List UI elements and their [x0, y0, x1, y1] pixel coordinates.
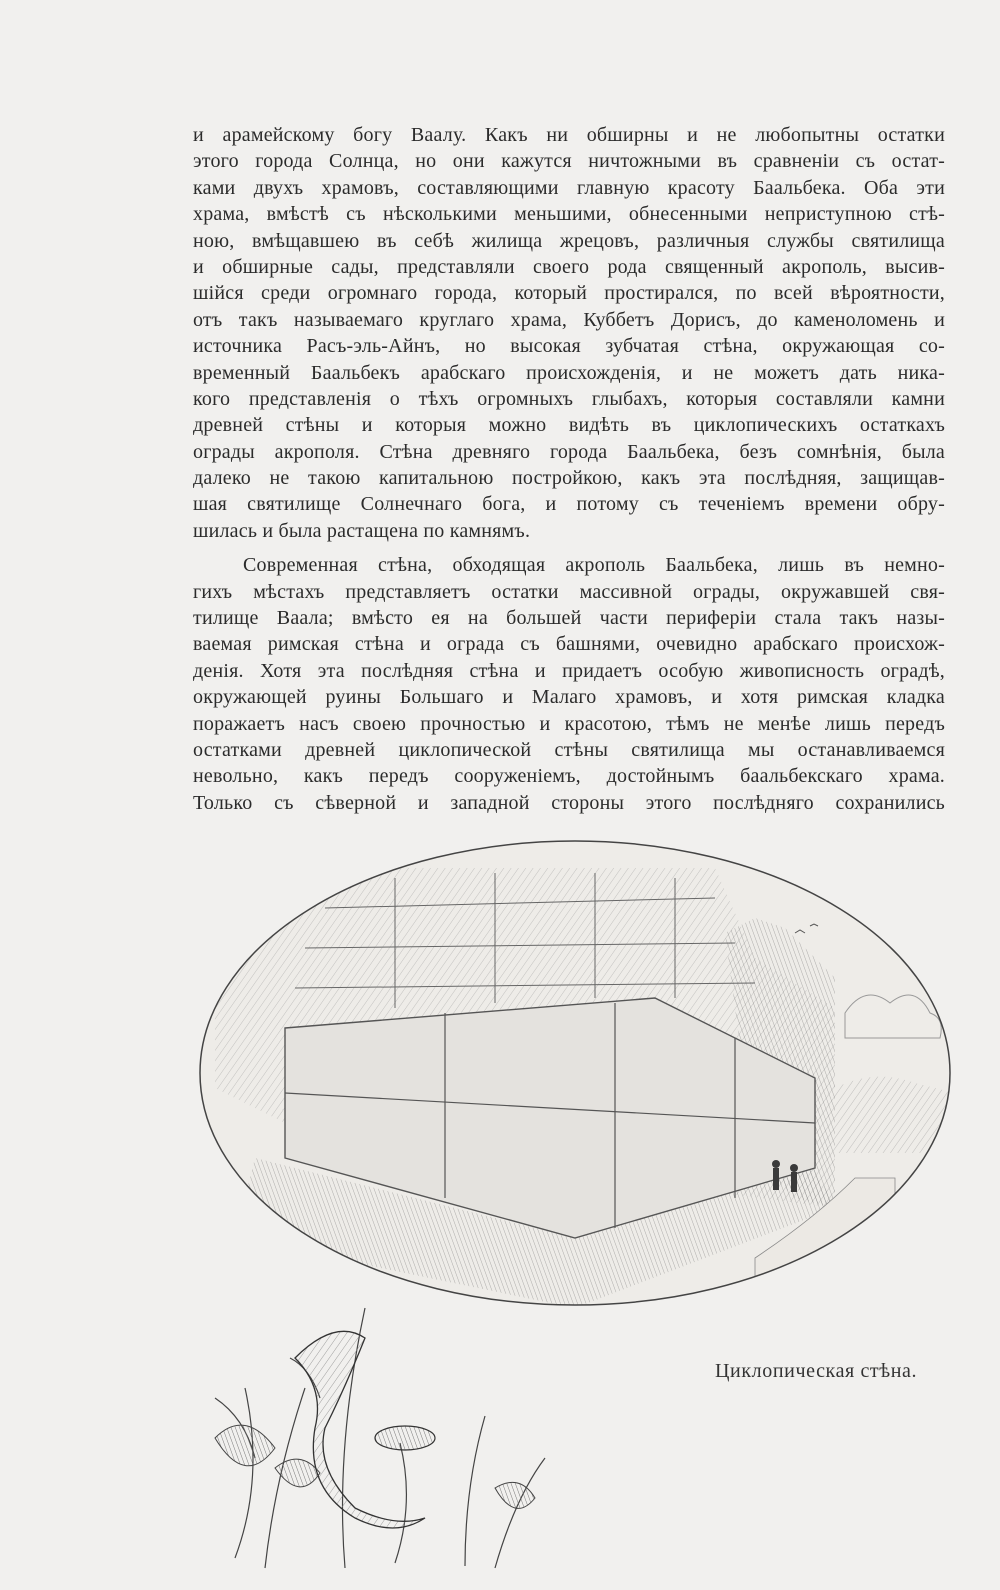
text-line: источника Расъ-эль-Айнъ, но высокая зубчатая стѣна, окружающая со- — [193, 335, 945, 358]
text-line: древней стѣны и которыя можно видѣть въ циклопическихъ остаткахъ — [193, 414, 945, 437]
text-line: тилище Ваала; вмѣсто ея на большей части периферіи стала такъ назы- — [193, 607, 945, 630]
text-line: Только съ сѣверной и западной стороны этого послѣдняго сохранились — [193, 791, 945, 814]
text-line: Современная стѣна, обходящая акрополь Баальбека, лишь въ немно- — [243, 554, 945, 577]
text-line: далеко не такою капитальною постройкою, какъ эта послѣдняя, защищав- — [193, 467, 945, 490]
text-line: этого города Солнца, но они кажутся ничтожными въ сравненіи съ остат- — [193, 150, 945, 173]
paragraph-1 — [193, 122, 945, 544]
text-line: кого представленія о тѣхъ огромныхъ глыбахъ, которыя составляли камни — [193, 387, 945, 410]
text-line: шійся среди огромнаго города, который простирался, по всей вѣроятности, — [193, 282, 945, 305]
text-line: невольно, какъ передъ сооруженіемъ, достойнымъ баальбекскаго храма. — [193, 765, 945, 788]
text-line: шилась и была растащена по камнямъ. — [193, 519, 531, 542]
text-line: ною, вмѣщавшею въ себѣ жилища жрецовъ, различныя службы святилища — [193, 229, 945, 252]
cyclopean-wall-illustration — [195, 838, 955, 1578]
text-line: денія. Хотя эта послѣдняя стѣна и придаетъ особую живописность оградѣ, — [193, 659, 945, 682]
text-line: и арамейскому богу Ваалу. Какъ ни обширны и не любопытны остатки — [193, 124, 945, 146]
text-line: шая святилище Солнечнаго бога, и потому съ теченіемъ времени обру- — [193, 493, 945, 516]
engraving-image — [195, 838, 955, 1578]
text-line: окружающей руины Большаго и Малаго храмовъ, и хотя римская кладка — [193, 686, 945, 709]
text-line: и обширные сады, представляли своего рода священный акрополь, высив- — [193, 255, 945, 278]
text-line: временный Баальбекъ арабскаго происхожденія, и не можетъ дать ника- — [193, 361, 945, 384]
paragraph-2 — [193, 552, 945, 816]
figure-caption: Циклопическая стѣна. — [715, 1360, 918, 1382]
text-line: отъ такъ называемаго круглаго храма, Куббетъ Дорисъ, до каменоломень и — [193, 308, 945, 331]
text-line: остатками древней циклопической стѣны святилища мы останавливаемся — [193, 738, 945, 761]
text-line: храма, вмѣстѣ съ нѣсколькими меньшими, обнесенными неприступною стѣ- — [193, 203, 945, 226]
text-line: ками двухъ храмовъ, составляющими главную красоту Баальбека. Оба эти — [193, 176, 945, 199]
body-text — [193, 122, 945, 816]
text-line: поражаетъ насъ своею прочностью и красотою, тѣмъ не менѣе лишь передъ — [193, 712, 945, 735]
text-line: ваемая римская стѣна и ограда съ башнями, очевидно арабскаго происхож- — [193, 633, 945, 656]
text-line: ограды акрополя. Стѣна древняго города Баальбека, безъ сомнѣнія, была — [193, 440, 945, 463]
text-line: гихъ мѣстахъ представляетъ остатки массивной ограды, окружавшей свя- — [193, 580, 945, 603]
